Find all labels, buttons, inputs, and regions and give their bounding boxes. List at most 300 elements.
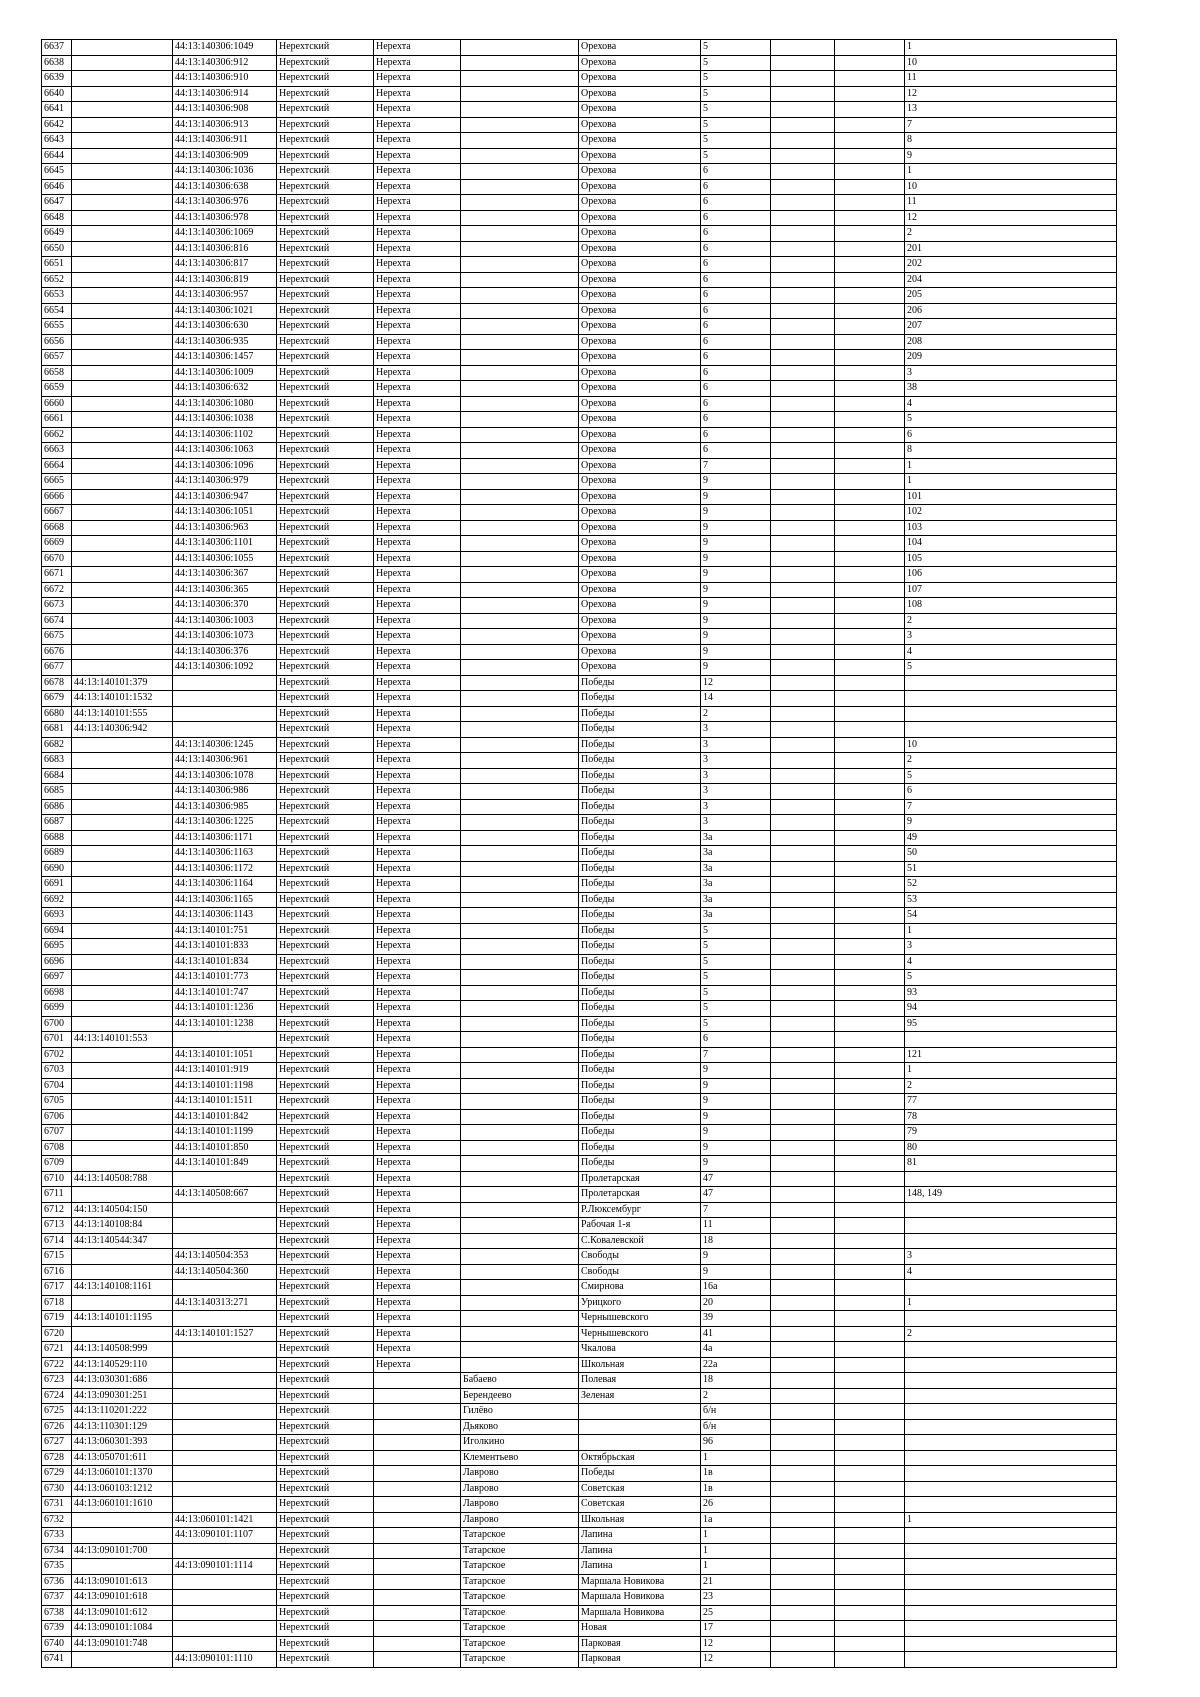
apartment-number-cell: 10 <box>905 179 1117 195</box>
table-row <box>42 1094 1117 1110</box>
table-row <box>42 365 1117 381</box>
row-number-cell: 6717 <box>42 1280 72 1296</box>
premise-cadastral-number-cell: 44:13:140306:1055 <box>173 551 277 567</box>
building-cell <box>771 148 835 164</box>
district-cell: Нерехтский <box>277 1187 374 1203</box>
table-row <box>42 598 1117 614</box>
apartment-number-cell <box>905 1652 1117 1668</box>
settlement-cell <box>461 1171 579 1187</box>
house-number-cell: 5 <box>701 133 771 149</box>
building-cell <box>771 1218 835 1234</box>
letter-cell <box>835 1528 905 1544</box>
building-cell <box>771 830 835 846</box>
building-cell <box>771 1388 835 1404</box>
street-cell: Лапина <box>579 1559 701 1575</box>
apartment-number-cell <box>905 1481 1117 1497</box>
settlement-cell: Татарское <box>461 1590 579 1606</box>
city-cell <box>374 1528 461 1544</box>
apartment-number-cell: 101 <box>905 489 1117 505</box>
district-cell: Нерехтский <box>277 1156 374 1172</box>
table-row <box>42 1311 1117 1327</box>
building-cadastral-number-cell <box>72 40 173 56</box>
city-cell: Нерехта <box>374 133 461 149</box>
street-cell: Орехова <box>579 412 701 428</box>
premise-cadastral-number-cell: 44:13:140306:911 <box>173 133 277 149</box>
street-cell: Орехова <box>579 489 701 505</box>
street-cell: Орехова <box>579 40 701 56</box>
city-cell: Нерехта <box>374 86 461 102</box>
district-cell: Нерехтский <box>277 133 374 149</box>
row-number-cell: 6687 <box>42 815 72 831</box>
building-cell <box>771 691 835 707</box>
row-number-cell: 6657 <box>42 350 72 366</box>
house-number-cell: 6 <box>701 272 771 288</box>
building-cadastral-number-cell: 44:13:140108:1161 <box>72 1280 173 1296</box>
street-cell: Орехова <box>579 179 701 195</box>
row-number-cell: 6725 <box>42 1404 72 1420</box>
building-cell <box>771 1636 835 1652</box>
letter-cell <box>835 799 905 815</box>
premise-cadastral-number-cell: 44:13:140101:842 <box>173 1109 277 1125</box>
city-cell: Нерехта <box>374 908 461 924</box>
street-cell: Орехова <box>579 164 701 180</box>
district-cell: Нерехтский <box>277 768 374 784</box>
street-cell: Орехова <box>579 55 701 71</box>
district-cell: Нерехтский <box>277 334 374 350</box>
apartment-number-cell: 105 <box>905 551 1117 567</box>
apartment-number-cell <box>905 1357 1117 1373</box>
house-number-cell: 3 <box>701 722 771 738</box>
table-row <box>42 427 1117 443</box>
house-number-cell: 9 <box>701 1249 771 1265</box>
building-cadastral-number-cell <box>72 412 173 428</box>
district-cell: Нерехтский <box>277 381 374 397</box>
table-row <box>42 1419 1117 1435</box>
settlement-cell <box>461 1357 579 1373</box>
settlement-cell <box>461 551 579 567</box>
table-row <box>42 1373 1117 1389</box>
building-cadastral-number-cell: 44:13:090101:613 <box>72 1574 173 1590</box>
building-cell <box>771 1125 835 1141</box>
district-cell: Нерехтский <box>277 1528 374 1544</box>
district-cell: Нерехтский <box>277 706 374 722</box>
row-number-cell: 6676 <box>42 644 72 660</box>
settlement-cell <box>461 815 579 831</box>
building-cadastral-number-cell: 44:13:090301:251 <box>72 1388 173 1404</box>
building-cell <box>771 629 835 645</box>
table-row <box>42 1528 1117 1544</box>
district-cell: Нерехтский <box>277 1326 374 1342</box>
city-cell <box>374 1373 461 1389</box>
row-number-cell: 6734 <box>42 1543 72 1559</box>
building-cadastral-number-cell <box>72 908 173 924</box>
district-cell: Нерехтский <box>277 939 374 955</box>
street-cell: Свободы <box>579 1249 701 1265</box>
street-cell: Победы <box>579 691 701 707</box>
apartment-number-cell: 1 <box>905 474 1117 490</box>
row-number-cell: 6724 <box>42 1388 72 1404</box>
city-cell: Нерехта <box>374 1311 461 1327</box>
premise-cadastral-number-cell: 44:13:140306:909 <box>173 148 277 164</box>
letter-cell <box>835 350 905 366</box>
building-cell <box>771 288 835 304</box>
building-cell <box>771 164 835 180</box>
premise-cadastral-number-cell: 44:13:140101:1198 <box>173 1078 277 1094</box>
settlement-cell <box>461 1109 579 1125</box>
letter-cell <box>835 226 905 242</box>
settlement-cell: Татарское <box>461 1605 579 1621</box>
row-number-cell: 6732 <box>42 1512 72 1528</box>
row-number-cell: 6718 <box>42 1295 72 1311</box>
street-cell: Новая <box>579 1621 701 1637</box>
settlement-cell <box>461 799 579 815</box>
table-row <box>42 830 1117 846</box>
building-cell <box>771 1590 835 1606</box>
city-cell: Нерехта <box>374 706 461 722</box>
building-cell <box>771 923 835 939</box>
building-cell <box>771 877 835 893</box>
street-cell: Победы <box>579 985 701 1001</box>
street-cell: Орехова <box>579 350 701 366</box>
street-cell: Орехова <box>579 257 701 273</box>
settlement-cell <box>461 598 579 614</box>
house-number-cell: 9 <box>701 629 771 645</box>
building-cadastral-number-cell: 44:13:090101:748 <box>72 1636 173 1652</box>
building-cell <box>771 133 835 149</box>
district-cell: Нерехтский <box>277 1481 374 1497</box>
row-number-cell: 6695 <box>42 939 72 955</box>
city-cell: Нерехта <box>374 1295 461 1311</box>
row-number-cell: 6680 <box>42 706 72 722</box>
row-number-cell: 6710 <box>42 1171 72 1187</box>
premise-cadastral-number-cell: 44:13:090101:1114 <box>173 1559 277 1575</box>
row-number-cell: 6741 <box>42 1652 72 1668</box>
district-cell: Нерехтский <box>277 784 374 800</box>
row-number-cell: 6713 <box>42 1218 72 1234</box>
city-cell: Нерехта <box>374 629 461 645</box>
building-cadastral-number-cell <box>72 1156 173 1172</box>
table-row <box>42 815 1117 831</box>
letter-cell <box>835 334 905 350</box>
premise-cadastral-number-cell: 44:13:140306:913 <box>173 117 277 133</box>
premise-cadastral-number-cell: 44:13:140306:1021 <box>173 303 277 319</box>
district-cell: Нерехтский <box>277 1109 374 1125</box>
letter-cell <box>835 288 905 304</box>
apartment-number-cell: 93 <box>905 985 1117 1001</box>
row-number-cell: 6675 <box>42 629 72 645</box>
building-cell <box>771 784 835 800</box>
letter-cell <box>835 1249 905 1265</box>
letter-cell <box>835 40 905 56</box>
city-cell: Нерехта <box>374 443 461 459</box>
row-number-cell: 6706 <box>42 1109 72 1125</box>
city-cell: Нерехта <box>374 288 461 304</box>
premise-cadastral-number-cell <box>173 1280 277 1296</box>
building-cadastral-number-cell <box>72 1249 173 1265</box>
street-cell: Победы <box>579 892 701 908</box>
row-number-cell: 6733 <box>42 1528 72 1544</box>
apartment-number-cell: 4 <box>905 954 1117 970</box>
house-number-cell: 9 <box>701 1078 771 1094</box>
row-number-cell: 6648 <box>42 210 72 226</box>
building-cell <box>771 613 835 629</box>
premise-cadastral-number-cell: 44:13:140306:1038 <box>173 412 277 428</box>
street-cell: Маршала Новикова <box>579 1605 701 1621</box>
letter-cell <box>835 1202 905 1218</box>
apartment-number-cell: 8 <box>905 133 1117 149</box>
settlement-cell <box>461 1264 579 1280</box>
letter-cell <box>835 846 905 862</box>
district-cell: Нерехтский <box>277 1342 374 1358</box>
street-cell: Орехова <box>579 148 701 164</box>
table-row <box>42 954 1117 970</box>
street-cell: Орехова <box>579 396 701 412</box>
house-number-cell: 6 <box>701 195 771 211</box>
apartment-number-cell <box>905 1032 1117 1048</box>
street-cell: Чернышевского <box>579 1326 701 1342</box>
settlement-cell <box>461 319 579 335</box>
premise-cadastral-number-cell <box>173 1171 277 1187</box>
apartment-number-cell: 209 <box>905 350 1117 366</box>
letter-cell <box>835 1481 905 1497</box>
house-number-cell: 6 <box>701 288 771 304</box>
apartment-number-cell: 1 <box>905 458 1117 474</box>
building-cell <box>771 1047 835 1063</box>
row-number-cell: 6652 <box>42 272 72 288</box>
apartment-number-cell: 5 <box>905 660 1117 676</box>
letter-cell <box>835 660 905 676</box>
settlement-cell <box>461 753 579 769</box>
row-number-cell: 6661 <box>42 412 72 428</box>
table-row <box>42 1078 1117 1094</box>
building-cell <box>771 1171 835 1187</box>
building-cadastral-number-cell <box>72 1125 173 1141</box>
apartment-number-cell: 38 <box>905 381 1117 397</box>
building-cadastral-number-cell: 44:13:090101:618 <box>72 1590 173 1606</box>
building-cell <box>771 985 835 1001</box>
building-cell <box>771 1264 835 1280</box>
building-cadastral-number-cell <box>72 427 173 443</box>
apartment-number-cell: 108 <box>905 598 1117 614</box>
premise-cadastral-number-cell: 44:13:140306:1102 <box>173 427 277 443</box>
settlement-cell <box>461 644 579 660</box>
table-row <box>42 1125 1117 1141</box>
building-cadastral-number-cell <box>72 117 173 133</box>
row-number-cell: 6641 <box>42 102 72 118</box>
apartment-number-cell: 102 <box>905 505 1117 521</box>
settlement-cell <box>461 520 579 536</box>
apartment-number-cell: 3 <box>905 1249 1117 1265</box>
settlement-cell: Иголкино <box>461 1435 579 1451</box>
row-number-cell: 6660 <box>42 396 72 412</box>
city-cell: Нерехта <box>374 40 461 56</box>
district-cell: Нерехтский <box>277 1357 374 1373</box>
apartment-number-cell <box>905 1605 1117 1621</box>
building-cell <box>771 1109 835 1125</box>
building-cell <box>771 241 835 257</box>
row-number-cell: 6708 <box>42 1140 72 1156</box>
settlement-cell: Лаврово <box>461 1481 579 1497</box>
building-cadastral-number-cell <box>72 923 173 939</box>
street-cell: Орехова <box>579 117 701 133</box>
letter-cell <box>835 582 905 598</box>
row-number-cell: 6679 <box>42 691 72 707</box>
premise-cadastral-number-cell: 44:13:140306:1143 <box>173 908 277 924</box>
house-number-cell: 9 <box>701 582 771 598</box>
city-cell: Нерехта <box>374 458 461 474</box>
house-number-cell: 5 <box>701 117 771 133</box>
building-cadastral-number-cell <box>72 799 173 815</box>
district-cell: Нерехтский <box>277 210 374 226</box>
city-cell: Нерехта <box>374 1032 461 1048</box>
building-cadastral-number-cell: 44:13:030301:686 <box>72 1373 173 1389</box>
table-row <box>42 303 1117 319</box>
house-number-cell: 6 <box>701 179 771 195</box>
row-number-cell: 6703 <box>42 1063 72 1079</box>
city-cell <box>374 1590 461 1606</box>
settlement-cell <box>461 1326 579 1342</box>
house-number-cell: 3а <box>701 877 771 893</box>
district-cell: Нерехтский <box>277 86 374 102</box>
letter-cell <box>835 939 905 955</box>
house-number-cell: 9 <box>701 536 771 552</box>
table-row <box>42 1357 1117 1373</box>
table-row <box>42 892 1117 908</box>
building-cadastral-number-cell <box>72 257 173 273</box>
premise-cadastral-number-cell: 44:13:140306:1063 <box>173 443 277 459</box>
premise-cadastral-number-cell <box>173 675 277 691</box>
street-cell: Победы <box>579 1016 701 1032</box>
city-cell: Нерехта <box>374 1218 461 1234</box>
apartment-number-cell: 12 <box>905 86 1117 102</box>
settlement-cell <box>461 288 579 304</box>
building-cadastral-number-cell <box>72 1559 173 1575</box>
city-cell <box>374 1419 461 1435</box>
letter-cell <box>835 691 905 707</box>
city-cell: Нерехта <box>374 195 461 211</box>
building-cadastral-number-cell <box>72 505 173 521</box>
apartment-number-cell <box>905 1404 1117 1420</box>
letter-cell <box>835 1140 905 1156</box>
street-cell: Победы <box>579 768 701 784</box>
district-cell: Нерехтский <box>277 737 374 753</box>
house-number-cell: 6 <box>701 350 771 366</box>
building-cell <box>771 1621 835 1637</box>
apartment-number-cell: 4 <box>905 1264 1117 1280</box>
building-cell <box>771 939 835 955</box>
city-cell: Нерехта <box>374 1125 461 1141</box>
premise-cadastral-number-cell: 44:13:140313:271 <box>173 1295 277 1311</box>
letter-cell <box>835 1032 905 1048</box>
apartment-number-cell: 104 <box>905 536 1117 552</box>
street-cell: Орехова <box>579 536 701 552</box>
premise-cadastral-number-cell <box>173 1590 277 1606</box>
registry-table <box>41 39 1117 1668</box>
building-cell <box>771 1187 835 1203</box>
house-number-cell: 9 <box>701 489 771 505</box>
premise-cadastral-number-cell: 44:13:140306:816 <box>173 241 277 257</box>
premise-cadastral-number-cell: 44:13:140306:1457 <box>173 350 277 366</box>
apartment-number-cell: 121 <box>905 1047 1117 1063</box>
street-cell: Победы <box>579 1032 701 1048</box>
street-cell: Победы <box>579 923 701 939</box>
street-cell: Орехова <box>579 443 701 459</box>
district-cell: Нерехтский <box>277 1450 374 1466</box>
building-cadastral-number-cell: 44:13:110201:222 <box>72 1404 173 1420</box>
row-number-cell: 6688 <box>42 830 72 846</box>
apartment-number-cell: 10 <box>905 55 1117 71</box>
settlement-cell <box>461 1078 579 1094</box>
letter-cell <box>835 1326 905 1342</box>
premise-cadastral-number-cell: 44:13:140101:747 <box>173 985 277 1001</box>
district-cell: Нерехтский <box>277 319 374 335</box>
city-cell <box>374 1621 461 1637</box>
letter-cell <box>835 567 905 583</box>
table-row <box>42 629 1117 645</box>
street-cell: Свободы <box>579 1264 701 1280</box>
apartment-number-cell: 4 <box>905 396 1117 412</box>
house-number-cell: 47 <box>701 1171 771 1187</box>
premise-cadastral-number-cell: 44:13:140306:1069 <box>173 226 277 242</box>
building-cell <box>771 396 835 412</box>
district-cell: Нерехтский <box>277 923 374 939</box>
row-number-cell: 6645 <box>42 164 72 180</box>
settlement-cell <box>461 458 579 474</box>
house-number-cell: 26 <box>701 1497 771 1513</box>
city-cell: Нерехта <box>374 753 461 769</box>
letter-cell <box>835 1404 905 1420</box>
building-cadastral-number-cell <box>72 536 173 552</box>
city-cell: Нерехта <box>374 381 461 397</box>
settlement-cell <box>461 1295 579 1311</box>
building-cell <box>771 768 835 784</box>
premise-cadastral-number-cell: 44:13:140306:365 <box>173 582 277 598</box>
row-number-cell: 6663 <box>42 443 72 459</box>
building-cell <box>771 799 835 815</box>
table-row <box>42 1233 1117 1249</box>
district-cell: Нерехтский <box>277 179 374 195</box>
letter-cell <box>835 1497 905 1513</box>
settlement-cell <box>461 1156 579 1172</box>
settlement-cell: Татарское <box>461 1543 579 1559</box>
street-cell: Орехова <box>579 102 701 118</box>
settlement-cell <box>461 1094 579 1110</box>
house-number-cell: 47 <box>701 1187 771 1203</box>
building-cell <box>771 722 835 738</box>
building-cadastral-number-cell: 44:13:140544:347 <box>72 1233 173 1249</box>
city-cell: Нерехта <box>374 520 461 536</box>
table-row <box>42 1249 1117 1265</box>
building-cell <box>771 1528 835 1544</box>
table-row <box>42 1187 1117 1203</box>
street-cell: С.Ковалевской <box>579 1233 701 1249</box>
settlement-cell <box>461 427 579 443</box>
street-cell: Орехова <box>579 644 701 660</box>
row-number-cell: 6705 <box>42 1094 72 1110</box>
premise-cadastral-number-cell <box>173 1357 277 1373</box>
district-cell: Нерехтский <box>277 1078 374 1094</box>
house-number-cell: 6 <box>701 226 771 242</box>
house-number-cell: 5 <box>701 954 771 970</box>
letter-cell <box>835 1357 905 1373</box>
premise-cadastral-number-cell <box>173 691 277 707</box>
house-number-cell: 9 <box>701 1063 771 1079</box>
premise-cadastral-number-cell <box>173 722 277 738</box>
settlement-cell: Дьяково <box>461 1419 579 1435</box>
row-number-cell: 6700 <box>42 1016 72 1032</box>
building-cadastral-number-cell <box>72 1109 173 1125</box>
letter-cell <box>835 675 905 691</box>
